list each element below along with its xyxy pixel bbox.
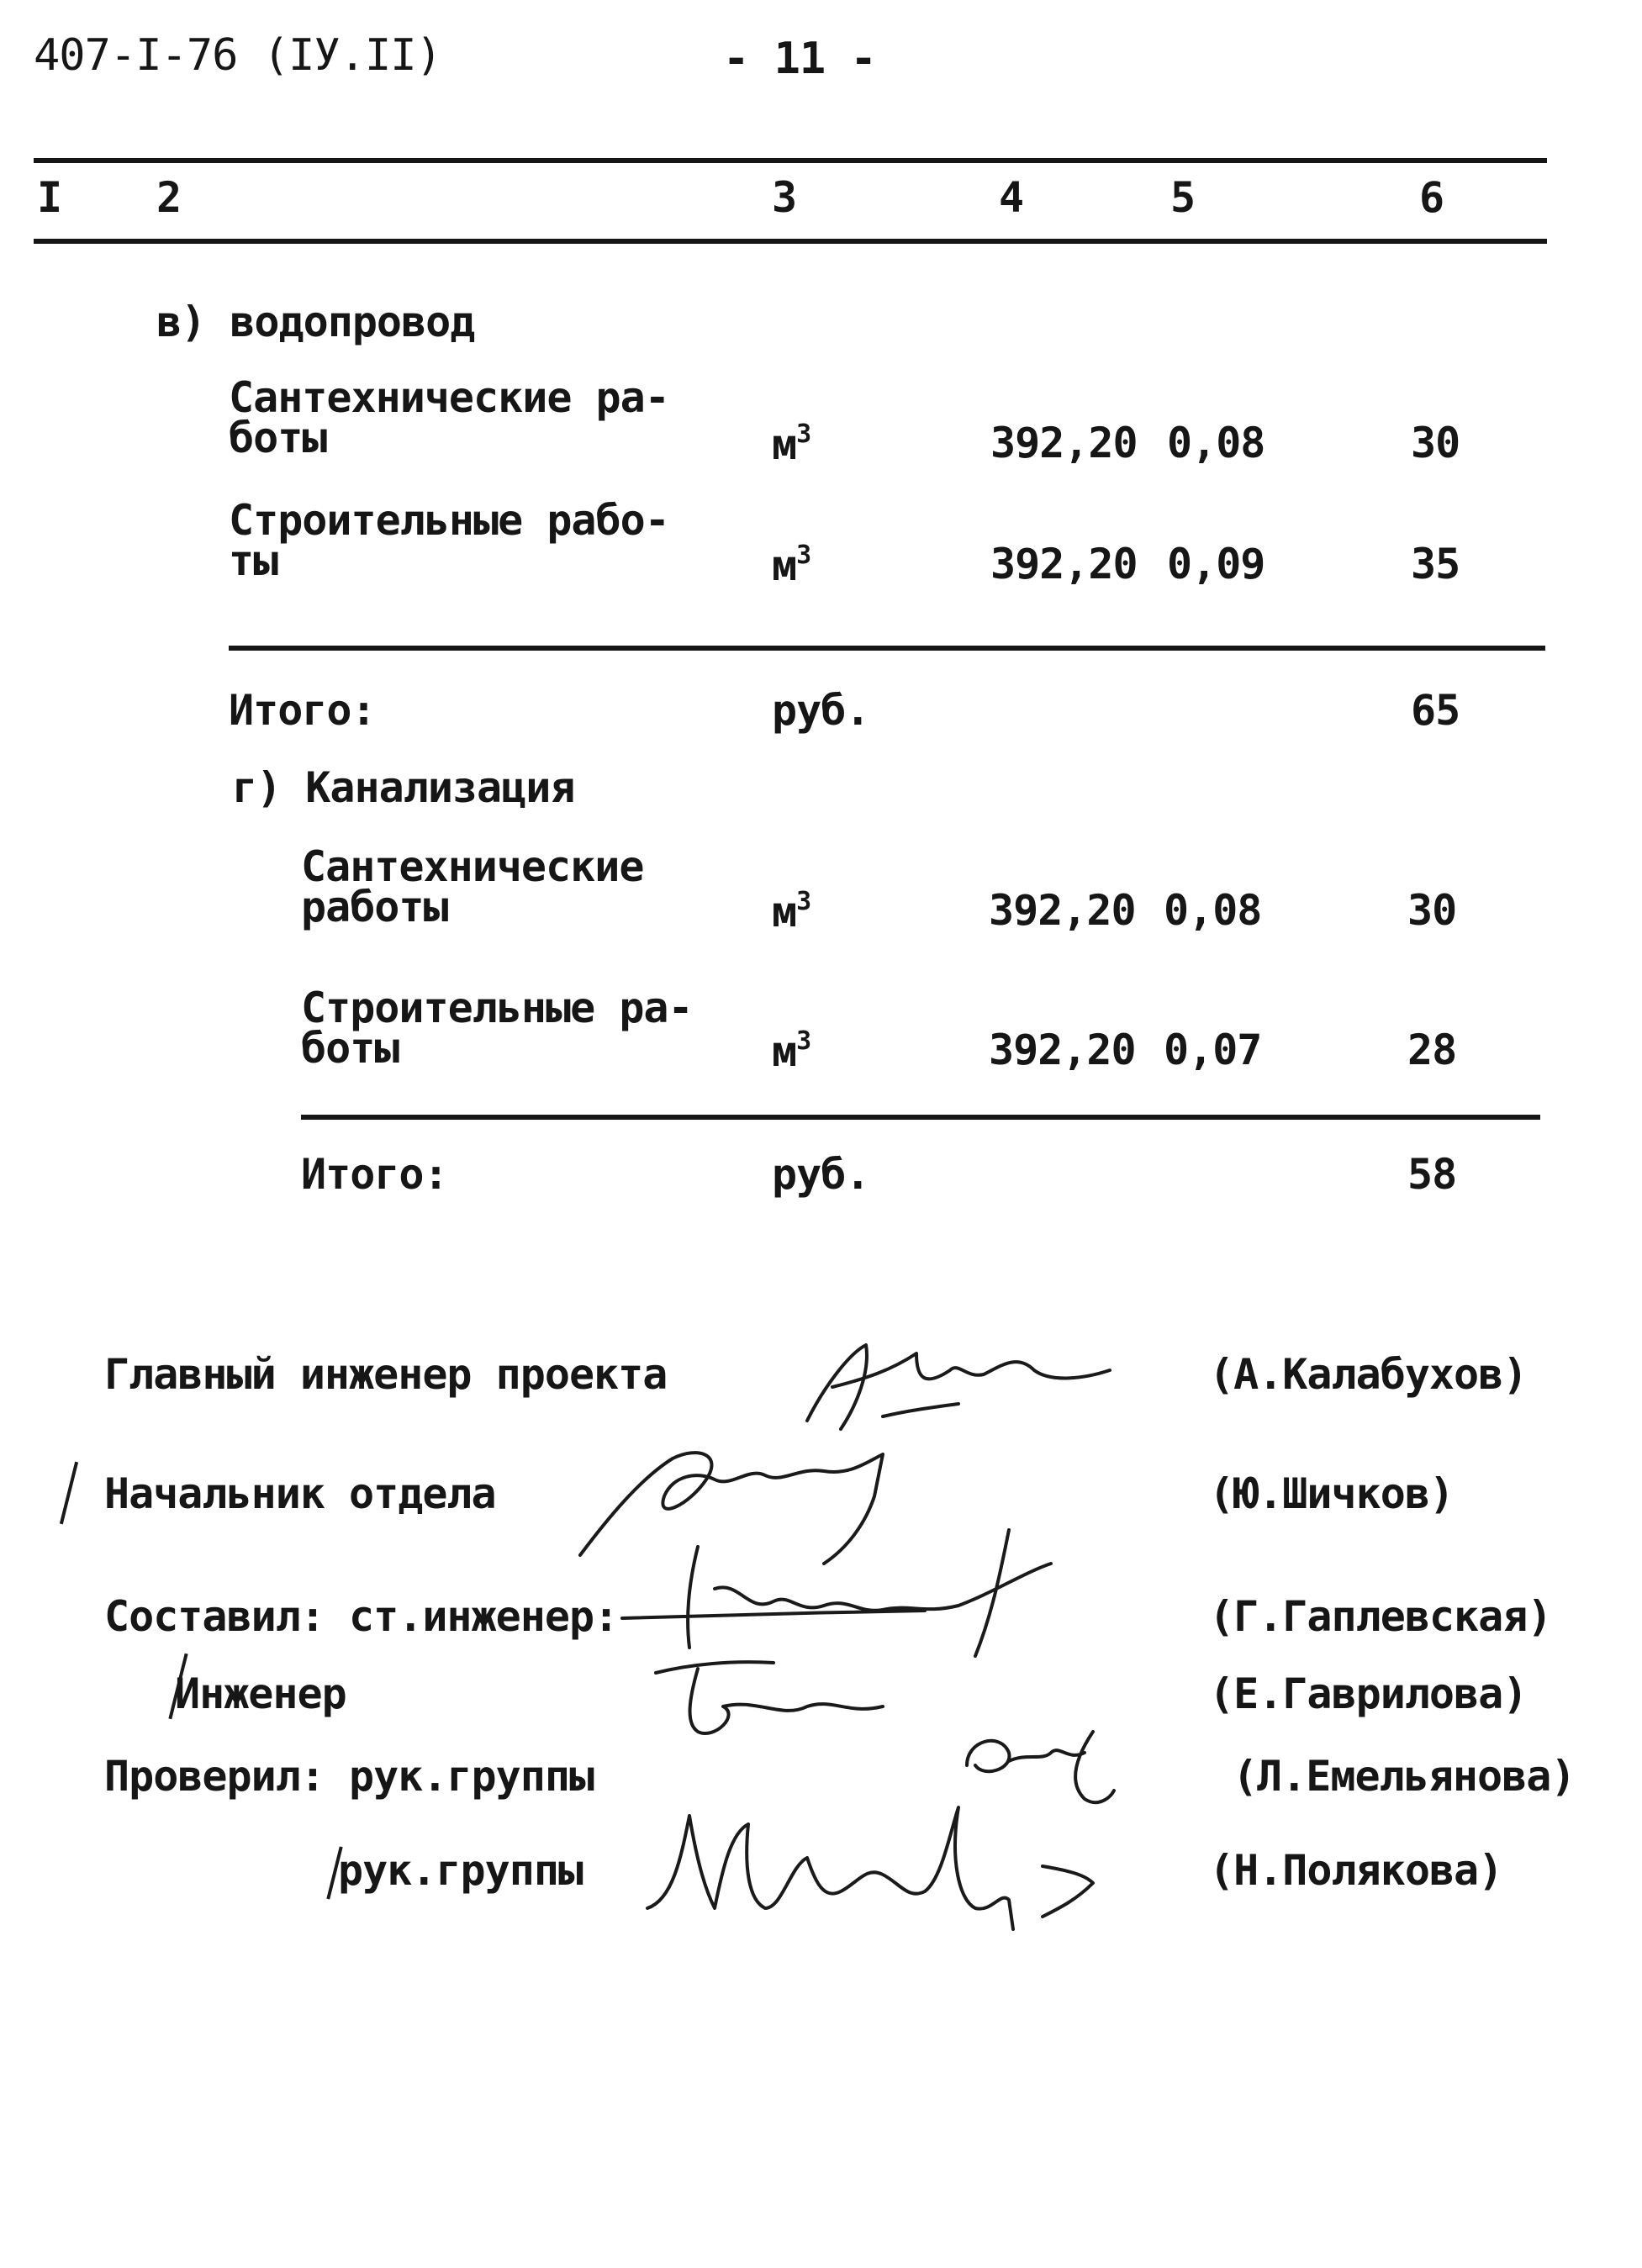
work-name: Сантехнические ра- боты bbox=[229, 373, 669, 462]
total-cell: 30 bbox=[1407, 886, 1457, 935]
signature-role: рук.группы bbox=[338, 1846, 583, 1895]
subtotal-total: 65 bbox=[1411, 686, 1460, 735]
column-header-5: 5 bbox=[1170, 173, 1196, 222]
subtotal-label: Итого: bbox=[229, 686, 376, 735]
section-title-sewerage: г) Канализация bbox=[232, 763, 575, 812]
unit-cell: $м^3$ bbox=[772, 541, 811, 590]
table-header-rule bbox=[34, 239, 1547, 244]
total-cell: 28 bbox=[1407, 1026, 1457, 1074]
unit-cell: $м^3$ bbox=[772, 419, 811, 469]
table-top-rule bbox=[34, 158, 1547, 163]
column-header-6: 6 bbox=[1419, 173, 1444, 222]
quantity-cell: 392,20 bbox=[990, 419, 1138, 467]
work-name: Строительные ра- боты bbox=[301, 984, 693, 1073]
signature-name: (Л.Емельянова) bbox=[1233, 1752, 1576, 1801]
handwritten-signature bbox=[605, 1522, 1076, 1664]
rate-cell: 0,07 bbox=[1164, 1026, 1262, 1074]
column-header-1: I bbox=[37, 173, 62, 222]
document-code: 407-I-76 (IУ.II) bbox=[34, 30, 441, 81]
column-header-2: 2 bbox=[156, 173, 182, 222]
page-number: - 11 - bbox=[723, 34, 876, 84]
rate-cell: 0,09 bbox=[1167, 540, 1265, 588]
signature-role: Начальник отдела bbox=[104, 1469, 496, 1518]
section-title-water-supply: в) водопровод bbox=[156, 298, 475, 346]
signature-name: (Н.Полякова) bbox=[1209, 1846, 1503, 1895]
quantity-cell: 392,20 bbox=[989, 1026, 1136, 1074]
quantity-cell: 392,20 bbox=[990, 540, 1138, 588]
total-cell: 30 bbox=[1411, 419, 1460, 467]
unit-cell: $м^3$ bbox=[772, 887, 811, 936]
column-header-4: 4 bbox=[999, 173, 1024, 222]
subtotal-rule bbox=[301, 1115, 1540, 1120]
unit-cell: $м^3$ bbox=[772, 1026, 811, 1076]
subtotal-total: 58 bbox=[1407, 1150, 1457, 1199]
subtotal-label: Итого: bbox=[301, 1150, 448, 1199]
handwritten-signature bbox=[639, 1782, 1110, 1950]
signature-role: Составил: ст.инженер: bbox=[104, 1592, 619, 1641]
subtotal-rule bbox=[229, 646, 1545, 651]
signature-role: Инженер bbox=[175, 1669, 346, 1718]
signature-name: (Г.Гаплевская) bbox=[1209, 1592, 1552, 1641]
handwritten-signature bbox=[790, 1320, 1143, 1446]
work-name: Строительные рабо- ты bbox=[229, 496, 669, 585]
signature-name: (Ю.Шичков) bbox=[1209, 1469, 1455, 1518]
work-name: Сантехнические работы bbox=[301, 842, 644, 931]
handwritten-signature bbox=[639, 1648, 925, 1748]
signature-name: (А.Калабухов) bbox=[1209, 1350, 1528, 1399]
subtotal-unit: руб. bbox=[772, 1150, 870, 1199]
rate-cell: 0,08 bbox=[1167, 419, 1265, 467]
margin-tick-mark bbox=[60, 1462, 78, 1525]
signature-name: (Е.Гаврилова) bbox=[1209, 1669, 1528, 1718]
total-cell: 35 bbox=[1411, 540, 1460, 588]
signature-role: Главный инженер проекта bbox=[104, 1350, 668, 1399]
rate-cell: 0,08 bbox=[1164, 886, 1262, 935]
quantity-cell: 392,20 bbox=[989, 886, 1136, 935]
column-header-3: 3 bbox=[772, 173, 797, 222]
subtotal-unit: руб. bbox=[772, 686, 870, 735]
signature-role: Проверил: рук.группы bbox=[104, 1752, 594, 1801]
